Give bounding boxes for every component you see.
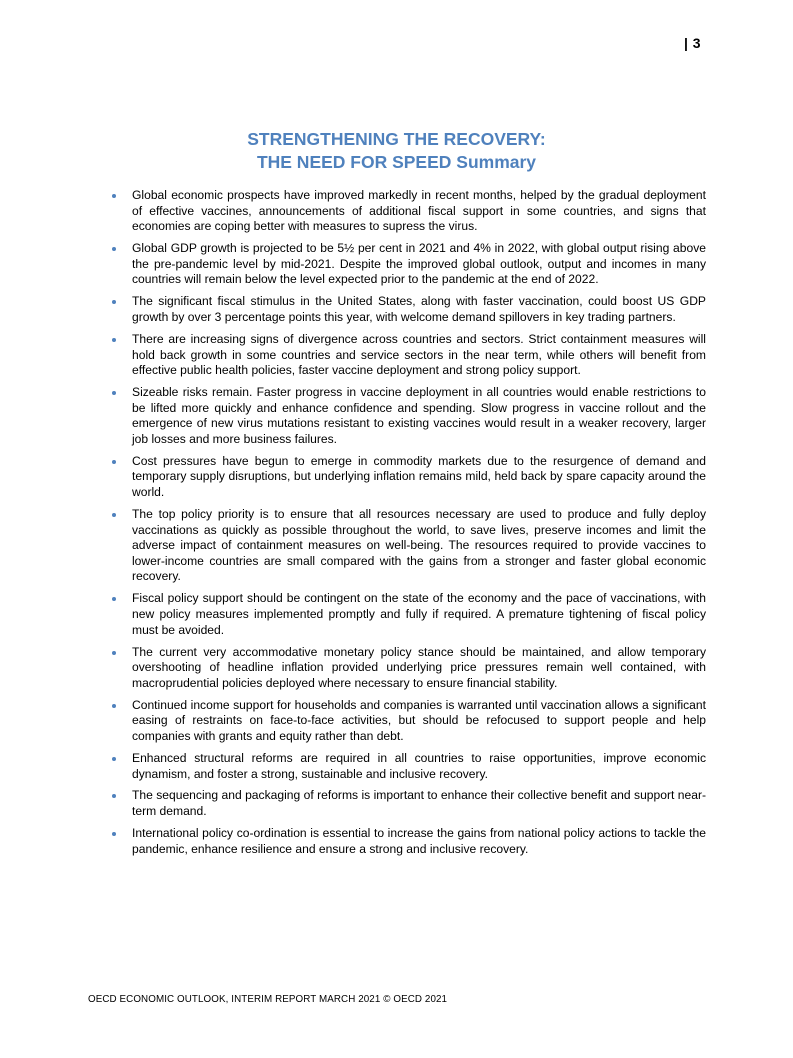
bullet-text: Continued income support for households and companies is warranted until vaccination allows a significant easing of restraints on face-to-face activities, but should be refocused to support people and help companies with grants and equity rather than debt.: [132, 697, 706, 743]
bullet-dot-icon: [112, 704, 116, 708]
bullet-dot-icon: [112, 194, 116, 198]
bullet-text: Fiscal policy support should be contingent on the state of the economy and the pace of vaccinations, with new policy measures implemented promptly and fully if required. A premature tightening of fiscal policy must be avoided.: [132, 591, 706, 637]
bullet-text: Global economic prospects have improved markedly in recent months, helped by the gradual deployment of effective vaccines, announcements of additional fiscal support in some countries, and signs that economies are coping better with measures to supress the virus.: [132, 188, 706, 234]
bullet-text: The sequencing and packaging of reforms is important to enhance their collective benefit and support near-term demand.: [132, 788, 706, 819]
bullet-item: [112, 645, 706, 692]
bullet-text: The top policy priority is to ensure that all resources necessary are used to produce and fully deploy vaccinations as quickly as possible throughout the world, to save lives, preserve incomes and limit the adverse impact of containment measures on well-being. The resources required to provide vaccines to lower-income countries are small compared with the gains from a stronger and faster global economic recovery.: [132, 507, 706, 584]
bullet-dot-icon: [112, 832, 116, 836]
bullet-item: [112, 826, 706, 857]
bullet-item: [112, 188, 706, 235]
bullet-dot-icon: [112, 300, 116, 304]
bullet-dot-icon: [112, 651, 116, 655]
bullet-dot-icon: [112, 513, 116, 517]
bullet-item: [112, 294, 706, 325]
bullet-dot-icon: [112, 391, 116, 395]
bullet-text: There are increasing signs of divergence across countries and sectors. Strict containment measures will hold back growth in some countries and service sectors in the near term, while others will benefit from effective public health policies, faster vaccine deployment and strong policy support.: [132, 331, 706, 378]
bullet-item: [112, 788, 706, 819]
bullet-text: The current very accommodative monetary policy stance should be maintained, and allow temporary overshooting of headline inflation provided underlying price pressures remain well contained, with macroprudential policies deployed where necessary to ensure financial stability.: [132, 644, 706, 690]
bullet-item: [112, 698, 706, 745]
bullet-dot-icon: [112, 338, 116, 342]
bullet-dot-icon: [112, 757, 116, 761]
bullet-item: [112, 241, 706, 288]
title-line-2: THE NEED FOR SPEED Summary: [256, 152, 537, 172]
page-footer: OECD ECONOMIC OUTLOOK, INTERIM REPORT MARCH 2021 © OECD 2021: [88, 994, 448, 1005]
page-number: | 3: [684, 35, 702, 51]
summary-bullet-list: [112, 188, 706, 864]
bullet-text: The significant fiscal stimulus in the United States, along with faster vaccination, could boost US GDP growth by over 3 percentage points this year, with welcome demand spillovers in key trading partners.: [132, 294, 706, 324]
bullet-dot-icon: [112, 460, 116, 464]
bullet-dot-icon: [112, 247, 116, 251]
bullet-text: Enhanced structural reforms are required in all countries to raise opportunities, improve economic dynamism, and foster a strong, sustainable and inclusive recovery.: [132, 750, 706, 781]
bullet-dot-icon: [112, 794, 116, 798]
bullet-text: Cost pressures have begun to emerge in commodity markets due to the resurgence of demand and temporary supply disruptions, but underlying inflation remains mild, held back by spare capacity around the world.: [132, 453, 706, 500]
bullet-dot-icon: [112, 597, 116, 601]
bullet-text: Sizeable risks remain. Faster progress in vaccine deployment in all countries would enable restrictions to be lifted more quickly and enhance confidence and spending. Slow progress in vaccine rollout and the emergence of new virus mutations resistant to existing vaccines would result in a weaker recovery, larger job losses and more business failures.: [132, 385, 706, 446]
bullet-item: [112, 454, 706, 501]
bullet-text: Global GDP growth is projected to be 5½ per cent in 2021 and 4% in 2022, with global output rising above the pre-pandemic level by mid-2021. Despite the improved global outlook, output and incomes in many countries will remain below the level expected prior to the pandemic at the end of 2022.: [132, 241, 706, 287]
bullet-item: [112, 385, 706, 447]
bullet-item: [112, 507, 706, 585]
page-title: [0, 128, 793, 174]
bullet-item: [112, 751, 706, 782]
bullet-item: [112, 332, 706, 379]
bullet-item: [112, 591, 706, 638]
bullet-text: International policy co-ordination is essential to increase the gains from national policy actions to tackle the pandemic, enhance resilience and ensure a strong and inclusive recovery.: [132, 826, 706, 856]
title-line-1: STRENGTHENING THE RECOVERY:: [247, 129, 546, 149]
